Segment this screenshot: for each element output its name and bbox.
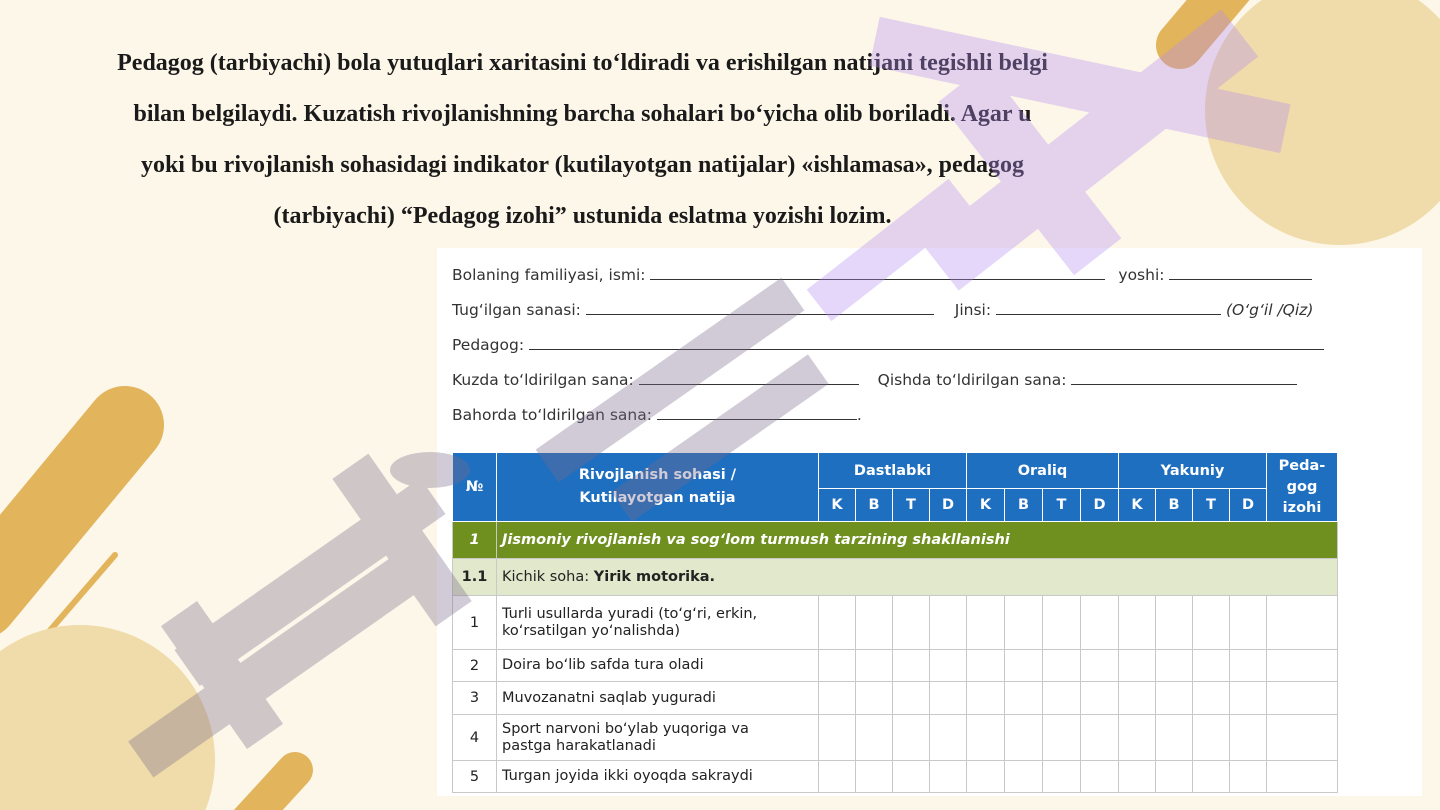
teacher-blank[interactable]: [529, 335, 1324, 350]
mark-cell[interactable]: [856, 650, 893, 682]
mark-cell[interactable]: [893, 596, 930, 650]
gender-blank[interactable]: [996, 300, 1221, 315]
intro-paragraph: [30, 38, 1135, 242]
mark-cell[interactable]: [1193, 682, 1230, 715]
group-final-header: Yakuniy: [1119, 453, 1267, 489]
row-number: 3: [453, 682, 497, 715]
achievement-map-form: [437, 248, 1422, 796]
spring-field-row: [452, 405, 862, 424]
mark-cell[interactable]: [930, 761, 967, 793]
col-number-header: №: [453, 453, 497, 522]
mark-cell[interactable]: [1230, 682, 1267, 715]
notes-header-line-3: izohi: [1282, 499, 1322, 516]
note-cell[interactable]: [1267, 715, 1338, 761]
mark-cell[interactable]: [967, 715, 1005, 761]
mark-cell[interactable]: [1043, 596, 1081, 650]
letter-header: K: [967, 489, 1005, 522]
mark-cell[interactable]: [967, 650, 1005, 682]
mark-cell[interactable]: [1005, 682, 1043, 715]
autumn-blank[interactable]: [639, 370, 859, 385]
intro-line-1: Pedagog (tarbiyachi) bola yutuqlari xaritasini to‘ldiradi va erishilgan natijani tegishli belgi: [117, 50, 1048, 76]
group-mid-header: Oraliq: [967, 453, 1119, 489]
intro-line-4: (tarbiyachi) “Pedagog izohi” ustunida eslatma yozishi lozim.: [273, 203, 892, 229]
birth-field-row: [452, 300, 1313, 319]
mark-cell[interactable]: [1193, 596, 1230, 650]
mark-cell[interactable]: [967, 682, 1005, 715]
gold-stroke-bottom: [240, 770, 295, 810]
corner-circle-bottom-left: [0, 625, 215, 810]
mark-cell[interactable]: [1005, 715, 1043, 761]
row-text: [497, 682, 819, 715]
age-blank[interactable]: [1169, 265, 1312, 280]
spring-blank[interactable]: [657, 405, 857, 420]
subsection-title: Yirik motorika.: [593, 568, 716, 585]
col-area-header-line-2: Kutilayotgan natija: [579, 490, 736, 506]
section-row: [453, 522, 1338, 559]
row-text-line-2: ko‘rsatilgan yo‘nalishda): [502, 622, 681, 639]
mark-cell[interactable]: [1230, 761, 1267, 793]
mark-cell[interactable]: [930, 715, 967, 761]
row-text-line-1: Turgan joyida ikki oyoqda sakraydi: [502, 768, 753, 784]
mark-cell[interactable]: [893, 761, 930, 793]
row-text-line-1: Turli usullarda yuradi (to‘g‘ri, erkin,: [502, 605, 758, 622]
mark-cell[interactable]: [1005, 596, 1043, 650]
teacher-field-row: [452, 335, 1324, 354]
letter-header: K: [819, 489, 856, 522]
letter-header: K: [1119, 489, 1156, 522]
notes-header-line-2: gog: [1286, 478, 1318, 495]
winter-blank[interactable]: [1071, 370, 1297, 385]
mark-cell[interactable]: [1005, 761, 1043, 793]
col-area-header: [497, 453, 819, 522]
mark-cell[interactable]: [856, 715, 893, 761]
row-text: [497, 761, 819, 793]
mark-cell[interactable]: [1081, 715, 1119, 761]
intro-line-3: yoki bu rivojlanish sohasidagi indikator (kutilayotgan natijalar) «ishlamasa», pedagog: [140, 152, 1025, 178]
row-number: 1: [453, 596, 497, 650]
subsection-cell: [497, 559, 1338, 596]
note-cell[interactable]: [1267, 596, 1338, 650]
mark-cell[interactable]: [1156, 650, 1193, 682]
table-row: [453, 761, 1338, 793]
winter-label: Qishda to‘ldirilgan sana:: [877, 371, 1067, 389]
subsection-prefix: Kichik soha:: [502, 568, 594, 585]
achievement-table: [452, 452, 1338, 793]
col-area-header-line-1: Rivojlanish sohasi /: [578, 467, 737, 483]
mark-cell[interactable]: [819, 596, 856, 650]
mark-cell[interactable]: [856, 596, 893, 650]
row-text: [497, 715, 819, 761]
table-row: [453, 682, 1338, 715]
mark-cell[interactable]: [819, 682, 856, 715]
row-text-line-1: Doira bo‘lib safda tura oladi: [502, 657, 704, 673]
section-number: 1: [453, 522, 497, 559]
mark-cell[interactable]: [1230, 596, 1267, 650]
mark-cell[interactable]: [819, 761, 856, 793]
mark-cell[interactable]: [1230, 715, 1267, 761]
mark-cell[interactable]: [1119, 596, 1156, 650]
notes-header-line-1: Peda-: [1278, 457, 1326, 474]
mark-cell[interactable]: [1156, 761, 1193, 793]
mark-cell[interactable]: [1119, 761, 1156, 793]
mark-cell[interactable]: [893, 650, 930, 682]
letter-header: D: [1081, 489, 1119, 522]
mark-cell[interactable]: [1043, 650, 1081, 682]
mark-cell[interactable]: [856, 761, 893, 793]
gender-label: Jinsi:: [954, 301, 992, 319]
mark-cell[interactable]: [930, 596, 967, 650]
birth-blank[interactable]: [586, 300, 934, 315]
mark-cell[interactable]: [1081, 682, 1119, 715]
mark-cell[interactable]: [1119, 715, 1156, 761]
row-text-line-2: pastga harakatlanadi: [502, 737, 656, 754]
row-number: 5: [453, 761, 497, 793]
teacher-label: Pedagog:: [452, 336, 525, 354]
row-text: [497, 650, 819, 682]
mark-cell[interactable]: [1156, 596, 1193, 650]
mark-cell[interactable]: [893, 715, 930, 761]
spring-label: Bahorda to‘ldirilgan sana:: [452, 406, 652, 424]
mark-cell[interactable]: [967, 596, 1005, 650]
section-title: Jismoniy rivojlanish va sog‘lom turmush tarzining shakllanishi: [497, 522, 1338, 559]
mark-cell[interactable]: [1230, 650, 1267, 682]
gender-hint: (O‘g‘il /Qiz): [1225, 301, 1314, 319]
mark-cell[interactable]: [1081, 650, 1119, 682]
mark-cell[interactable]: [819, 650, 856, 682]
mark-cell[interactable]: [819, 715, 856, 761]
note-cell[interactable]: [1267, 650, 1338, 682]
birth-label: Tug‘ilgan sanasi:: [452, 301, 581, 319]
mark-cell[interactable]: [930, 650, 967, 682]
mark-cell[interactable]: [1043, 682, 1081, 715]
row-number: 2: [453, 650, 497, 682]
subsection-row: [453, 559, 1338, 596]
letter-header: T: [1193, 489, 1230, 522]
autumn-winter-row: [452, 370, 1297, 389]
letter-header: D: [930, 489, 967, 522]
mark-cell[interactable]: [1081, 761, 1119, 793]
mark-cell[interactable]: [1193, 650, 1230, 682]
table-row: [453, 715, 1338, 761]
letter-header: B: [1156, 489, 1193, 522]
mark-cell[interactable]: [1043, 715, 1081, 761]
autumn-label: Kuzda to‘ldirilgan sana:: [452, 371, 634, 389]
subsection-number: 1.1: [453, 559, 497, 596]
gold-stroke-left: [0, 425, 125, 600]
mark-cell[interactable]: [1193, 715, 1230, 761]
letter-header: T: [1043, 489, 1081, 522]
row-text-line-1: Muvozanatni saqlab yuguradi: [502, 689, 716, 706]
name-label: Bolaning familiyasi, ismi:: [452, 266, 646, 284]
mark-cell[interactable]: [1119, 650, 1156, 682]
mark-cell[interactable]: [1043, 761, 1081, 793]
mark-cell[interactable]: [893, 682, 930, 715]
mark-cell[interactable]: [1119, 682, 1156, 715]
mark-cell[interactable]: [1156, 715, 1193, 761]
spring-end: .: [856, 406, 862, 424]
table-row: [453, 596, 1338, 650]
age-label: yoshi:: [1118, 266, 1165, 284]
mark-cell[interactable]: [1081, 596, 1119, 650]
mark-cell[interactable]: [856, 682, 893, 715]
notes-header: [1267, 453, 1338, 522]
row-text-line-1: Sport narvoni bo‘ylab yuqoriga va: [502, 720, 749, 737]
name-field-row: [452, 265, 1312, 284]
note-cell[interactable]: [1267, 761, 1338, 793]
mark-cell[interactable]: [967, 761, 1005, 793]
letter-header: B: [856, 489, 893, 522]
name-blank[interactable]: [650, 265, 1105, 280]
letter-header: D: [1230, 489, 1267, 522]
row-text: [497, 596, 819, 650]
intro-line-2: bilan belgilaydi. Kuzatish rivojlanishning barcha sohalari bo‘yicha olib boriladi. Agar u: [133, 101, 1032, 127]
letter-header: B: [1005, 489, 1043, 522]
mark-cell[interactable]: [1156, 682, 1193, 715]
row-number: 4: [453, 715, 497, 761]
mark-cell[interactable]: [1193, 761, 1230, 793]
mark-cell[interactable]: [1005, 650, 1043, 682]
table-row: [453, 650, 1338, 682]
note-cell[interactable]: [1267, 682, 1338, 715]
group-initial-header: Dastlabki: [819, 453, 967, 489]
letter-header: T: [893, 489, 930, 522]
mark-cell[interactable]: [930, 682, 967, 715]
corner-circle-top-right: [1205, 0, 1440, 245]
